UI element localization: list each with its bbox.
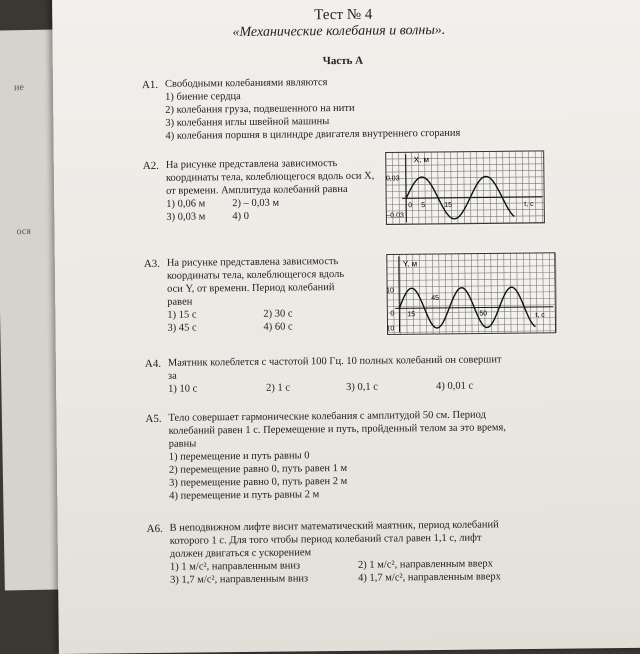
question-text: равен xyxy=(167,296,193,308)
answer-option: 2) 30 с xyxy=(263,308,293,320)
answer-option: 4) перемещение и путь равны 2 м xyxy=(169,489,320,502)
y-tick-label: 10 xyxy=(386,287,394,295)
question-number: А3. xyxy=(143,257,161,271)
question-text: должен двигаться с ускорением xyxy=(169,547,312,560)
question-text: за xyxy=(167,370,177,382)
x-axis-label: t, c xyxy=(524,200,534,209)
question-number: А6. xyxy=(146,522,163,536)
answer-option: 4) 60 с xyxy=(263,321,293,333)
chart-grid xyxy=(386,151,545,225)
question-number: А4. xyxy=(144,357,162,371)
question-text: колебаний равен 1 с. Перемещение и путь, пройденный телом за это время, xyxy=(168,422,506,437)
y-axis-label: X, м xyxy=(413,155,430,165)
y-tick-label: 10 xyxy=(386,325,395,333)
answer-option: 2) 1 м/с², направленным вверх xyxy=(357,558,493,571)
answer-option: 2) колебания груза, подвешенного на нити xyxy=(165,102,355,116)
x-tick-label: 15 xyxy=(444,201,453,209)
answer-option: 3) 0,03 м xyxy=(166,211,206,223)
margin-fragment: ие xyxy=(14,82,25,94)
answer-option: 1) 0,06 м xyxy=(166,198,206,210)
answer-option: 1) 10 с xyxy=(168,383,198,395)
answer-option: 4) 1,7 м/с², направленным вверх xyxy=(358,571,501,584)
question-number: А1. xyxy=(141,78,159,92)
question-text: На рисунке представлена зависимость xyxy=(165,158,338,171)
x-tick-label: 15 xyxy=(407,311,416,319)
question-text: оси Y, от времени. Период колебаний xyxy=(167,282,335,295)
question-text: Свободными колебаниями являются xyxy=(164,77,328,90)
answer-option: 1) биение сердца xyxy=(165,91,241,103)
x-tick-label: 0 xyxy=(408,202,413,210)
answer-option: 4) 0 xyxy=(232,210,250,223)
question-number: А5. xyxy=(145,412,162,426)
x-tick-label: 5 xyxy=(421,202,426,210)
y-tick-label: 0 xyxy=(390,310,395,318)
question-text: которого 1 с. Для того чтобы период колебаний стал равен 1,1 с, лифт xyxy=(169,532,482,547)
chart-y-vs-t xyxy=(385,251,558,337)
answer-option: 1) 1 м/с², направленным вниз xyxy=(169,560,301,573)
answer-option: 3) колебания иглы швейной машины xyxy=(165,116,330,129)
answer-option: 2) – 0,03 м xyxy=(232,197,280,210)
test-sheet xyxy=(52,0,640,654)
question-text: от времени. Амплитуда колебаний равна xyxy=(166,183,348,197)
y-tick-label: –0,03 xyxy=(386,212,404,220)
margin-fragment: ося xyxy=(16,225,32,238)
y-axis xyxy=(406,154,407,222)
question-text: координаты тела, колеблющегося вдоль xyxy=(166,268,345,282)
question-text: На рисунке представлена зависимость xyxy=(166,256,339,269)
y-tick-label: 0,03 xyxy=(385,175,400,183)
question-text: В неподвижном лифте висит математический маятник, период колебаний xyxy=(169,519,499,534)
question-text: Маятник колеблется с частотой 100 Гц. 10 полных колебаний он совершит xyxy=(167,354,502,369)
x-tick-label: 45 xyxy=(431,294,440,303)
question-text: Тело совершает гармонические колебания с амплитудой 50 см. Период xyxy=(168,409,486,424)
x-axis-label: t, c xyxy=(535,311,545,319)
answer-option: 3) 0,1 с xyxy=(346,381,378,393)
answer-option: 4) 0,01 с xyxy=(436,380,474,392)
question-text: координаты тела, колеблющегося вдоль оси X, xyxy=(165,170,375,184)
question-number: А2. xyxy=(142,159,160,173)
y-axis-label: Y, м xyxy=(402,259,418,269)
answer-option: 3) 1,7 м/с², направленным вниз xyxy=(170,573,309,586)
answer-option: 1) перемещение и путь равны 0 xyxy=(168,450,310,463)
question-text: равны xyxy=(168,438,197,450)
answer-option: 3) перемещение равно 0, путь равен 2 м xyxy=(169,475,348,489)
chart-x-vs-t xyxy=(384,149,547,227)
page-subtitle: «Механические колебания и волны». xyxy=(232,22,446,41)
answer-option: 3) 45 с xyxy=(167,322,197,334)
part-heading: Часть А xyxy=(322,54,364,68)
x-tick-label: 50 xyxy=(479,310,488,318)
answer-option: 1) 15 с xyxy=(167,309,197,321)
y-axis xyxy=(399,256,400,332)
answer-option: 2) перемещение равно 0, путь равен 1 м xyxy=(168,462,348,476)
page-title: Тест № 4 xyxy=(314,6,373,24)
answer-option: 2) 1 с xyxy=(266,382,291,394)
answer-option: 4) колебания поршня в цилиндре двигателя внутреннего сгорания xyxy=(165,127,461,142)
